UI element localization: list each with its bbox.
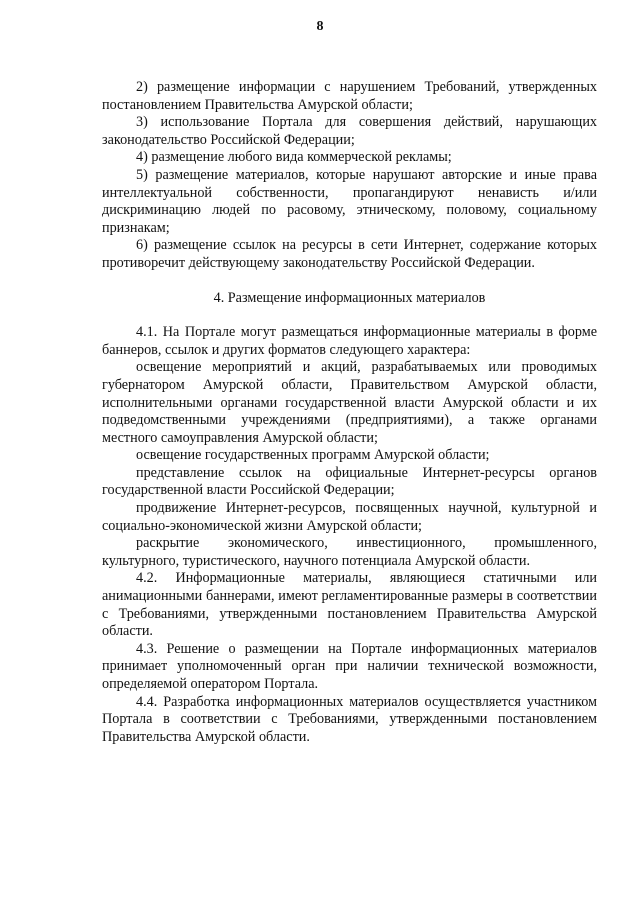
document-body (102, 79, 597, 746)
bullet-programs: освещение государственных программ Амурской области; (136, 447, 490, 464)
section-heading: 4. Размещение информационных материалов (213, 289, 486, 306)
bullet-potential: раскрытие экономического, инвестиционного, промышленного, культурного, туристического, научного потенциала Амурской области. (102, 535, 597, 569)
page-number: 8 (316, 19, 324, 34)
list-item-6: 6) размещение ссылок на ресурсы в сети Интернет, содержание которых противоречит действующему законодательству Российской Федерации. (102, 237, 597, 271)
list-item-4: 4) размещение любого вида коммерческой рекламы; (136, 149, 452, 166)
bullet-events: освещение мероприятий и акций, разрабатываемых или проводимых губернатором Амурской области, Правительством Амурской области, исполнительными органами государственной власти Амурской области и их подведомственными учреждениями (предприятиями), а также органами местного самоуправления Амурской области; (102, 359, 597, 446)
paragraph-4-1: 4.1. На Портале могут размещаться информационные материалы в форме баннеров, ссылок и других форматов следующего характера: (102, 324, 597, 358)
list-item-3: 3) использование Портала для совершения действий, нарушающих законодательство Российской Федерации; (102, 114, 597, 148)
paragraph-4-3: 4.3. Решение о размещении на Портале информационных материалов принимает уполномоченный орган при наличии технической возможности, определяемой оператором Портала. (102, 640, 597, 692)
paragraph-4-2: 4.2. Информационные материалы, являющиеся статичными или анимационными баннерами, имеют регламентированные размеры в соответствии с Требованиями, утвержденными постановлением Правительства Амурской области. (102, 570, 597, 640)
paragraph-4-4: 4.4. Разработка информационных материалов осуществляется участником Портала в соответствии с Требованиями, утвержденными постановлением Правительства Амурской области. (102, 693, 597, 745)
list-item-5: 5) размещение материалов, которые нарушают авторские и иные права интеллектуальной собственности, пропагандируют ненависть и/или дискриминацию людей по расовому, этническому, половому, социальному признакам; (102, 166, 597, 236)
bullet-promotion: продвижение Интернет-ресурсов, посвященных научной, культурной и социально-экономической жизни Амурской области; (102, 500, 597, 534)
list-item-2: 2) размещение информации с нарушением Требований, утвержденных постановлением Правительства Амурской области; (102, 79, 597, 113)
bullet-links: представление ссылок на официальные Интернет-ресурсы органов государственной власти Российской Федерации; (102, 464, 597, 499)
